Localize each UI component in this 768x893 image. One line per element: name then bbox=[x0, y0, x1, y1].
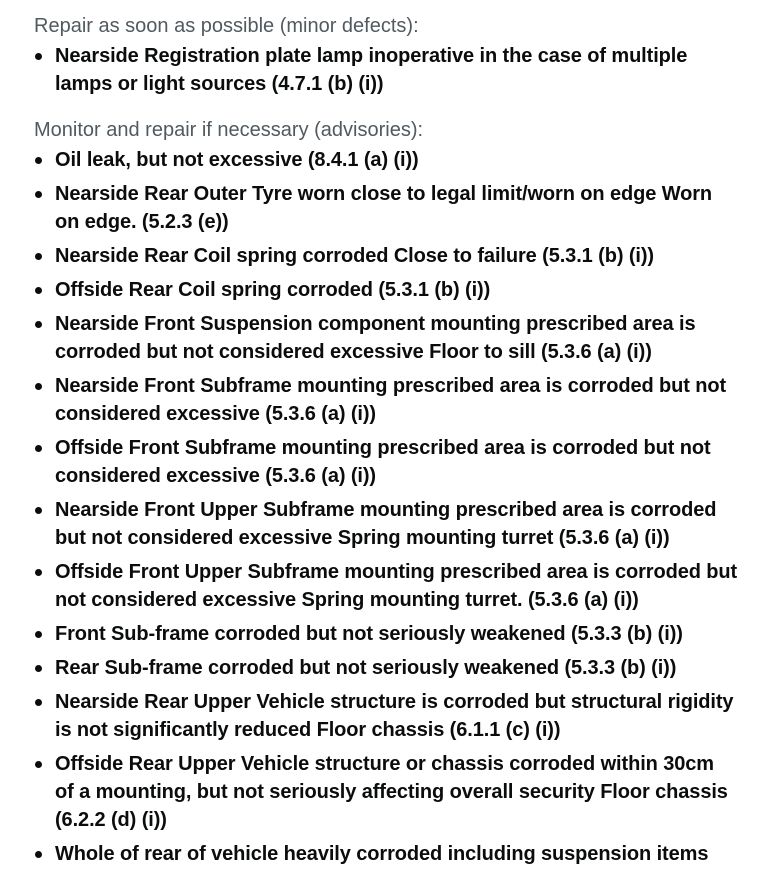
advisory-item: Oil leak, but not excessive (8.4.1 (a) (i)) bbox=[34, 146, 738, 174]
advisory-item: Nearside Front Upper Subframe mounting prescribed area is corroded but not considered excessive Spring mounting turret (5.3.6 (a) (i)) bbox=[34, 496, 738, 552]
advisories-list bbox=[34, 146, 738, 868]
advisory-item: Offside Rear Upper Vehicle structure or chassis corroded within 30cm of a mounting, but not seriously affecting overall security Floor chassis (6.2.2 (d) (i)) bbox=[34, 750, 738, 834]
advisory-item: Offside Front Upper Subframe mounting prescribed area is corroded but not considered excessive Spring mounting turret. (5.3.6 (a) (i)) bbox=[34, 558, 738, 614]
advisory-item: Whole of rear of vehicle heavily corroded including suspension items bbox=[34, 840, 738, 868]
advisories-section bbox=[34, 116, 738, 868]
advisory-item: Nearside Rear Coil spring corroded Close to failure (5.3.1 (b) (i)) bbox=[34, 242, 738, 270]
minor-defects-section bbox=[34, 12, 738, 98]
advisory-item: Nearside Rear Outer Tyre worn close to legal limit/worn on edge Worn on edge. (5.2.3 (e)) bbox=[34, 180, 738, 236]
advisory-item: Offside Rear Coil spring corroded (5.3.1 (b) (i)) bbox=[34, 276, 738, 304]
advisory-item: Front Sub-frame corroded but not seriously weakened (5.3.3 (b) (i)) bbox=[34, 620, 738, 648]
defect-item: Nearside Registration plate lamp inoperative in the case of multiple lamps or light sources (4.7.1 (b) (i)) bbox=[34, 42, 738, 98]
advisories-heading: Monitor and repair if necessary (advisories): bbox=[34, 119, 424, 141]
advisory-item: Rear Sub-frame corroded but not seriously weakened (5.3.3 (b) (i)) bbox=[34, 654, 738, 682]
advisory-item: Nearside Rear Upper Vehicle structure is corroded but structural rigidity is not significantly reduced Floor chassis (6.1.1 (c) (i)) bbox=[34, 688, 738, 744]
advisory-item: Offside Front Subframe mounting prescribed area is corroded but not considered excessive (5.3.6 (a) (i)) bbox=[34, 434, 738, 490]
advisory-item: Nearside Front Suspension component mounting prescribed area is corroded but not considered excessive Floor to sill (5.3.6 (a) (i)) bbox=[34, 310, 738, 366]
minor-defects-list bbox=[34, 42, 738, 98]
advisory-item: Nearside Front Subframe mounting prescribed area is corroded but not considered excessive (5.3.6 (a) (i)) bbox=[34, 372, 738, 428]
minor-defects-heading: Repair as soon as possible (minor defects): bbox=[34, 15, 419, 37]
